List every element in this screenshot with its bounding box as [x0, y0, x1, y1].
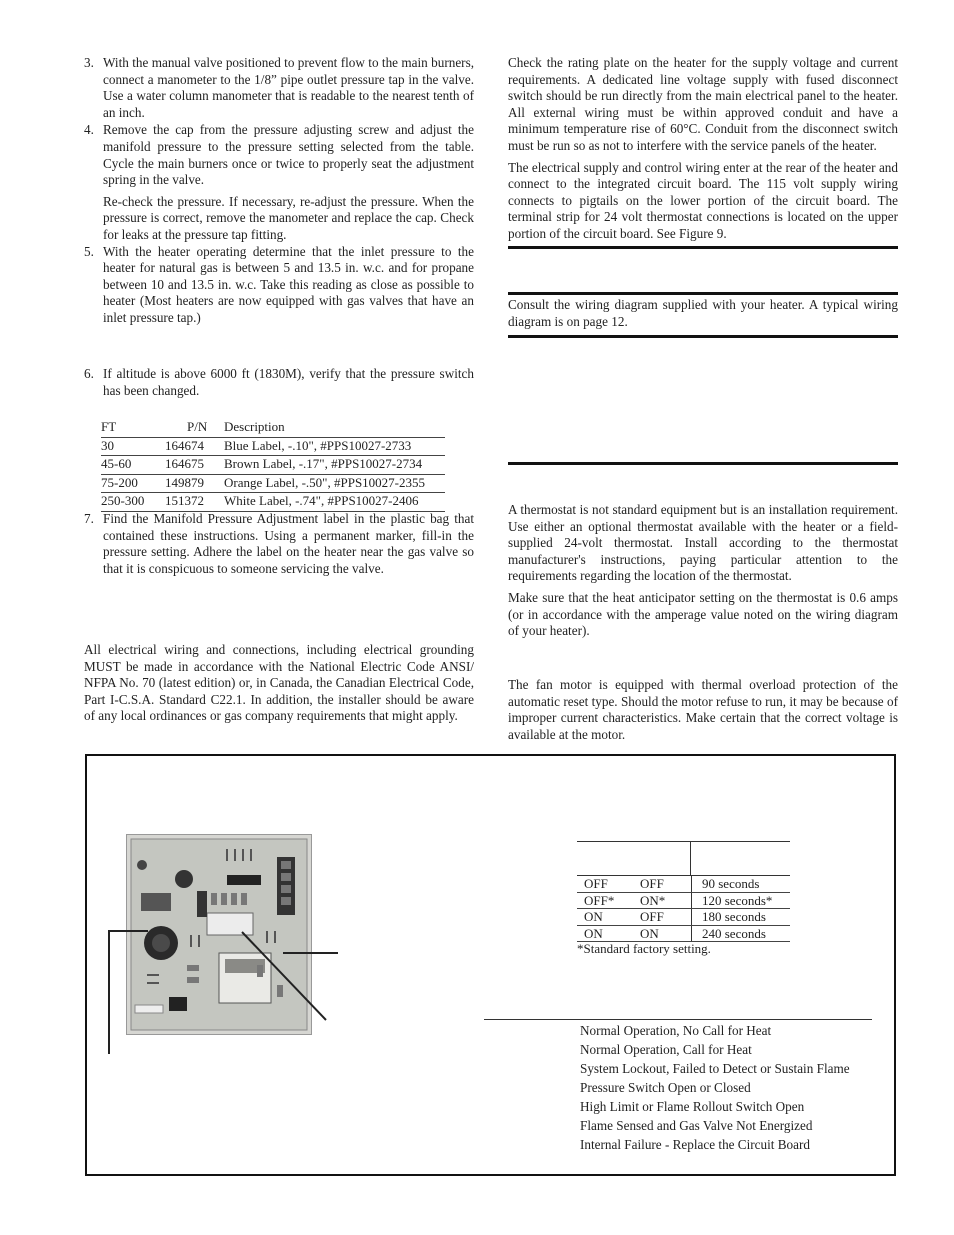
thermostat-text: A thermostat is not standard equipment but is an installation requirement. Use either an optional thermostat available with the heater or a field-supplied 24-volt thermostat. Install according to the thermostat manufacturer's instructions, paying particular attention to the requirements regarding the location of the thermostat. [508, 502, 898, 584]
list-item: System Lockout, Failed to Detect or Sustain Flame [580, 1061, 850, 1076]
section-rule [508, 246, 898, 249]
cell-pn: 151372 [165, 493, 224, 512]
section-rule [508, 335, 898, 338]
cell-ft: 45-60 [101, 456, 165, 475]
cell-switch-2: ON [640, 925, 692, 942]
cell-description: Brown Label, -.17", #PPS10027-2734 [224, 456, 445, 475]
cell-delay: 240 seconds [692, 925, 791, 942]
cell-description: Orange Label, -.50", #PPS10027-2355 [224, 474, 445, 493]
table-row [577, 876, 790, 893]
step-6 [84, 366, 474, 399]
anticipator-text: Make sure that the heat anticipator setting on the thermostat is 0.6 amps (or in accordance with the amperage value noted on the wiring diagram of your heater). [508, 589, 898, 639]
list-item: Internal Failure - Replace the Circuit Board [580, 1137, 810, 1152]
header-description: Description [224, 419, 285, 434]
cell-switch-1: ON [577, 925, 640, 942]
cell-switch-2: ON* [640, 892, 692, 909]
electrical-text: All electrical wiring and connections, including electrical grounding MUST be made in accordance with the National Electric Code ANSI/ NFPA No. 70 (latest edition) or, in Canada, the Canadian Electrical Code, Part I-C.S.A. Standard C22.1. In addition, the installer should be aware of any local ordinances or gas company requirements that might apply. [84, 642, 474, 724]
cell-delay: 90 seconds [692, 876, 791, 893]
list-item: Pressure Switch Open or Closed [580, 1080, 751, 1095]
cell-ft: 250-300 [101, 493, 165, 512]
cell-ft: 30 [101, 437, 165, 456]
step-5 [84, 244, 474, 327]
cell-delay: 180 seconds [692, 909, 791, 926]
consult-paragraph [508, 297, 898, 330]
supply-wiring-text: The electrical supply and control wiring enter at the rear of the heater and connect to the integrated circuit board. The 115 volt supply wiring connects to pigtails on the lower portion of the circuit board. The terminal strip for 24 volt thermostat connections is located on the upper portion of the circuit board. See Figure 9. [508, 159, 898, 241]
table-row [577, 892, 790, 909]
step-7-number: 7. [84, 511, 94, 526]
step-4 [84, 122, 474, 188]
list-item: Normal Operation, Call for Heat [580, 1042, 752, 1057]
cell-pn: 164675 [165, 456, 224, 475]
step-7-block [84, 511, 474, 577]
table-row [577, 925, 790, 942]
cell-switch-1: OFF* [577, 892, 640, 909]
step-3-text: With the manual valve positioned to prevent flow to the main burners, connect a manometer to the 1/8” pipe outlet pressure tap in the valve. Use a water column manometer that is readable to the nearest tenth of an inch. [103, 55, 474, 120]
cell-switch-2: OFF [640, 876, 692, 893]
right-column-top [508, 55, 898, 243]
electrical-paragraph [84, 642, 474, 725]
step-7-text: Find the Manifold Pressure Adjustment label in the plastic bag that contained these instructions. Using a permanent marker, fill-in the pressure setting. Adhere the label on the heater near the gas valve so that it is conspicuous to someone servicing the valve. [103, 511, 474, 576]
left-column [84, 55, 474, 327]
thermostat-block [508, 502, 898, 640]
step-7 [84, 511, 474, 577]
cell-pn: 164674 [165, 437, 224, 456]
led-code-list [580, 1021, 850, 1154]
leader-line-left-vertical [108, 930, 110, 1054]
pressure-switch-table [101, 419, 445, 512]
leader-line-left-horizontal [108, 930, 148, 932]
step-4-number: 4. [84, 122, 94, 138]
step-5-number: 5. [84, 243, 94, 259]
cell-switch-2: OFF [640, 909, 692, 926]
cell-switch-1: ON [577, 909, 640, 926]
step-6-block [84, 366, 474, 399]
list-item: High Limit or Flame Rollout Switch Open [580, 1099, 805, 1114]
led-table-top-rule [484, 1019, 872, 1020]
cell-delay: 120 seconds* [692, 892, 791, 909]
step-5-text: With the heater operating determine that the inlet pressure to the heater for natural gas is between 5 and 13.5 in. w.c. and for propane between 10 and 13.5 in. w.c. Take this reading as close as possible to heater (Most heaters are now equipped with gas valves that have an inlet pressure tap.) [103, 243, 474, 325]
cell-pn: 149879 [165, 474, 224, 493]
table-row [577, 909, 790, 926]
step-3 [84, 55, 474, 121]
leader-line-diagonal [240, 930, 330, 1025]
step-4-recheck: Re-check the pressure. If necessary, re-adjust the pressure. When the pressure is correct, remove the manometer and replace the cap. Check for leaks at the pressure tap fitting. [103, 193, 474, 242]
section-rule [508, 462, 898, 465]
table-row [101, 437, 445, 456]
delay-table-header-divider [690, 841, 691, 875]
cell-description: Blue Label, -.10", #PPS10027-2733 [224, 437, 445, 456]
step-3-number: 3. [84, 55, 94, 70]
step-4-text: Remove the cap from the pressure adjusting screw and adjust the manifold pressure to the pressure setting selected from the table. Cycle the main burners once or twice to properly seat the adjustment spring in the valve. [103, 122, 474, 188]
fan-block [508, 677, 898, 743]
header-ft: FT [101, 419, 117, 434]
cell-description: White Label, -.74", #PPS10027-2406 [224, 493, 445, 512]
step-6-text: If altitude is above 6000 ft (1830M), verify that the pressure switch has been changed. [103, 366, 474, 398]
delay-table-note: *Standard factory setting. [577, 941, 711, 956]
table-row [101, 474, 445, 493]
section-rule [508, 292, 898, 295]
cell-switch-1: OFF [577, 876, 640, 893]
rating-plate-text: Check the rating plate on the heater for the supply voltage and current requirements. A dedicated line voltage supply with fused disconnect switch should be run directly from the main electrical panel to the heater. All external wiring must be within approved conduit and have a minimum temperature rise of 60°C. Conduit from the disconnect switch must be run so as not to interfere with the service panels of the heater. [508, 55, 898, 153]
consult-text: Consult the wiring diagram supplied with your heater. A typical wiring diagram is on page 12. [508, 297, 898, 329]
list-item: Normal Operation, No Call for Heat [580, 1023, 772, 1038]
table-header-row [101, 419, 445, 437]
fan-motor-text: The fan motor is equipped with thermal overload protection of the automatic reset type. Should the motor refuse to run, it may be because of improper current characteristics. Make certain that the correct voltage is available at the motor. [508, 677, 898, 742]
table-row [101, 493, 445, 512]
blower-delay-table [577, 875, 790, 942]
list-item: Flame Sensed and Gas Valve Not Energized [580, 1118, 813, 1133]
header-pn: P/N [187, 419, 208, 434]
table-row [101, 456, 445, 475]
step-6-number: 6. [84, 366, 94, 381]
delay-table-top-rule [577, 841, 790, 842]
cell-ft: 75-200 [101, 474, 165, 493]
